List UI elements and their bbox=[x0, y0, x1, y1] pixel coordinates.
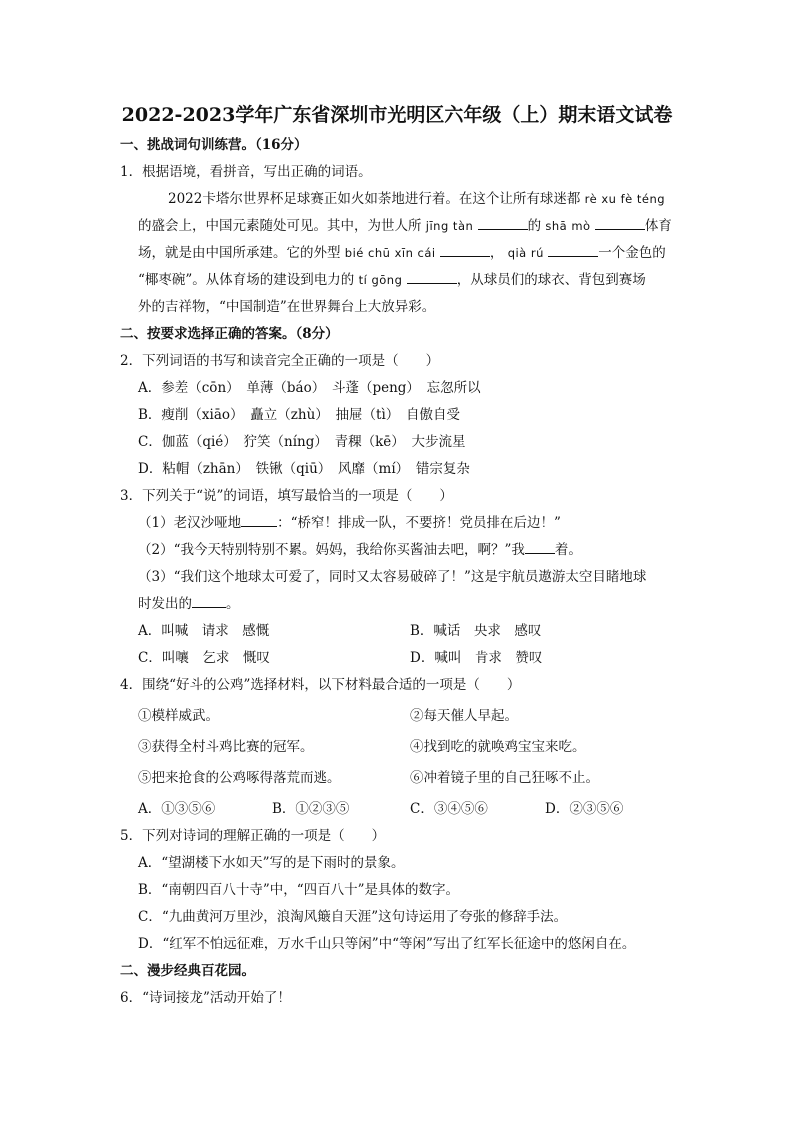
passage-text: 的 bbox=[527, 218, 542, 234]
exam-title: 2022-2023学年广东省深圳市光明区六年级（上）期末语文试卷 bbox=[121, 104, 673, 126]
pinyin-hint: shā mò bbox=[545, 219, 591, 233]
q3-stem: 3．下列关于“说”的词语，填写最恰当的一项是（ ） bbox=[120, 488, 453, 504]
sentence-text: （1）老汉沙哑地 bbox=[138, 515, 242, 531]
answer-blank[interactable] bbox=[525, 541, 555, 554]
q5-option-a[interactable]: A．“望湖楼下水如天”写的是下雨时的景象。 bbox=[138, 855, 405, 871]
q1-passage-line3 bbox=[138, 244, 666, 262]
answer-blank[interactable] bbox=[440, 244, 490, 257]
q1-passage-line5: 外的吉祥物，“中国制造”在世界舞台上大放异彩。 bbox=[138, 299, 436, 315]
section1-heading: 一、挑战词句训练营。（16分） bbox=[120, 137, 308, 153]
q4-option-a[interactable]: A．①③⑤⑥ bbox=[138, 801, 216, 817]
answer-blank[interactable] bbox=[407, 271, 457, 284]
q4-stem: 4．围绕“好斗的公鸡”选择材料，以下材料最合适的一项是（ ） bbox=[120, 677, 521, 693]
q1-passage-line4 bbox=[138, 271, 646, 289]
q4-option-d[interactable]: D．②③⑤⑥ bbox=[545, 801, 624, 817]
pinyin-hint: qià rú bbox=[507, 246, 544, 260]
sentence-text: 时发出的 bbox=[138, 596, 192, 612]
q5-option-c[interactable]: C．“九曲黄河万里沙，浪淘风簸自天涯”这句诗运用了夸张的修辞手法。 bbox=[138, 909, 568, 925]
q3-option-d[interactable]: D．喊叫 肯求 赞叹 bbox=[410, 650, 543, 666]
q5-option-d[interactable]: D．“红军不怕远征难，万水千山只等闲”中“等闲”写出了红军长征途中的悠闲自在。 bbox=[138, 936, 636, 952]
q2-option-c[interactable]: C．伽蓝（qié） 狞笑（níng） 青稞（kē） 大步流星 bbox=[138, 434, 466, 450]
q3-option-a[interactable]: A．叫喊 请求 感慨 bbox=[138, 623, 270, 639]
passage-text: 场，就是由中国所承建。它的外型 bbox=[138, 245, 341, 261]
answer-blank[interactable] bbox=[192, 595, 226, 608]
answer-blank[interactable] bbox=[595, 217, 645, 230]
passage-text: ， bbox=[489, 245, 504, 261]
passage-text: 2022卡塔尔世界杯足球赛正如火如荼地进行着。在这个让所有球迷都 bbox=[168, 191, 581, 207]
q2-option-a[interactable]: A．参差（cōn） 单薄（báo） 斗蓬（peng） 忘忽所以 bbox=[138, 380, 481, 396]
q4-option-c[interactable]: C．③④⑤⑥ bbox=[410, 801, 488, 817]
q5-option-b[interactable]: B．“南朝四百八十寺”中，“四百八十”是具体的数字。 bbox=[138, 882, 460, 898]
q3-option-b[interactable]: B．喊话 央求 感叹 bbox=[410, 623, 542, 639]
q4-option-b[interactable]: B．①②③⑤ bbox=[272, 801, 350, 817]
passage-text: 体育 bbox=[644, 218, 672, 234]
q4-material-3: ③获得全村斗鸡比赛的冠军。 bbox=[138, 739, 314, 755]
q2-option-b[interactable]: B．瘦削（xiāo） 矗立（zhù） 抽屉（tì） 自傲自受 bbox=[138, 407, 461, 423]
q2-option-d[interactable]: D．粘帽（zhān） 铁锹（qiū） 风靡（mí） 错宗复杂 bbox=[138, 461, 470, 477]
q2-stem: 2．下列词语的书写和读音完全正确的一项是（ ） bbox=[120, 353, 440, 369]
sentence-text: ：“桥窄！排成一队，不要挤！党员排在后边！” bbox=[277, 515, 561, 531]
q4-material-4: ④找到吃的就唤鸡宝宝来吃。 bbox=[410, 739, 586, 755]
pinyin-hint: tí gōng bbox=[358, 273, 403, 287]
answer-blank[interactable] bbox=[241, 514, 277, 527]
q4-material-6: ⑥冲着镜子里的自己狂啄不止。 bbox=[410, 770, 599, 786]
section2-heading: 二、按要求选择正确的答案。（8分） bbox=[120, 326, 339, 342]
answer-blank[interactable] bbox=[548, 244, 598, 257]
q3-sentence-2 bbox=[138, 541, 582, 559]
q1-stem: 1．根据语境，看拼音，写出正确的词语。 bbox=[120, 164, 372, 180]
q1-passage-line1 bbox=[168, 190, 665, 208]
q4-material-1: ①模样威武。 bbox=[138, 708, 219, 724]
answer-blank[interactable] bbox=[478, 217, 528, 230]
sentence-text: 。 bbox=[226, 596, 240, 612]
q5-stem: 5．下列对诗词的理解正确的一项是（ ） bbox=[120, 828, 386, 844]
sentence-text: 着。 bbox=[554, 542, 582, 558]
passage-text: ，从球员们的球衣、背包到赛场 bbox=[456, 272, 646, 288]
q4-material-5: ⑤把来抢食的公鸡啄得落荒而逃。 bbox=[138, 770, 341, 786]
q3-option-c[interactable]: C．叫嚷 乞求 慨叹 bbox=[138, 650, 270, 666]
passage-text: 一个金色的 bbox=[598, 245, 666, 261]
q3-sentence-3: （3）“我们这个地球太可爱了，同时又太容易破碎了！”这是宇航员遨游太空目睹地球 bbox=[138, 569, 647, 585]
pinyin-hint: bié chū xīn cái bbox=[344, 246, 436, 260]
passage-text: 的盛会上，中国元素随处可见。其中，为世人所 bbox=[138, 218, 422, 234]
q3-sentence-3-cont bbox=[138, 595, 240, 613]
pinyin-hint: rè xu fè téng bbox=[584, 192, 666, 206]
passage-text: “椰枣碗”。从体育场的建设到电力的 bbox=[138, 272, 355, 288]
section3-heading: 二、漫步经典百花园。 bbox=[120, 963, 255, 979]
q6-stem: 6．“诗词接龙”活动开始了！ bbox=[120, 990, 291, 1006]
pinyin-hint: jīng tàn bbox=[425, 219, 474, 233]
sentence-text: （2）“我今天特别特别不累。妈妈，我给你买酱油去吧，啊？”我 bbox=[138, 542, 525, 558]
q3-sentence-1 bbox=[138, 514, 561, 532]
q4-material-2: ②每天催人早起。 bbox=[410, 708, 518, 724]
q1-passage-line2 bbox=[138, 217, 672, 235]
